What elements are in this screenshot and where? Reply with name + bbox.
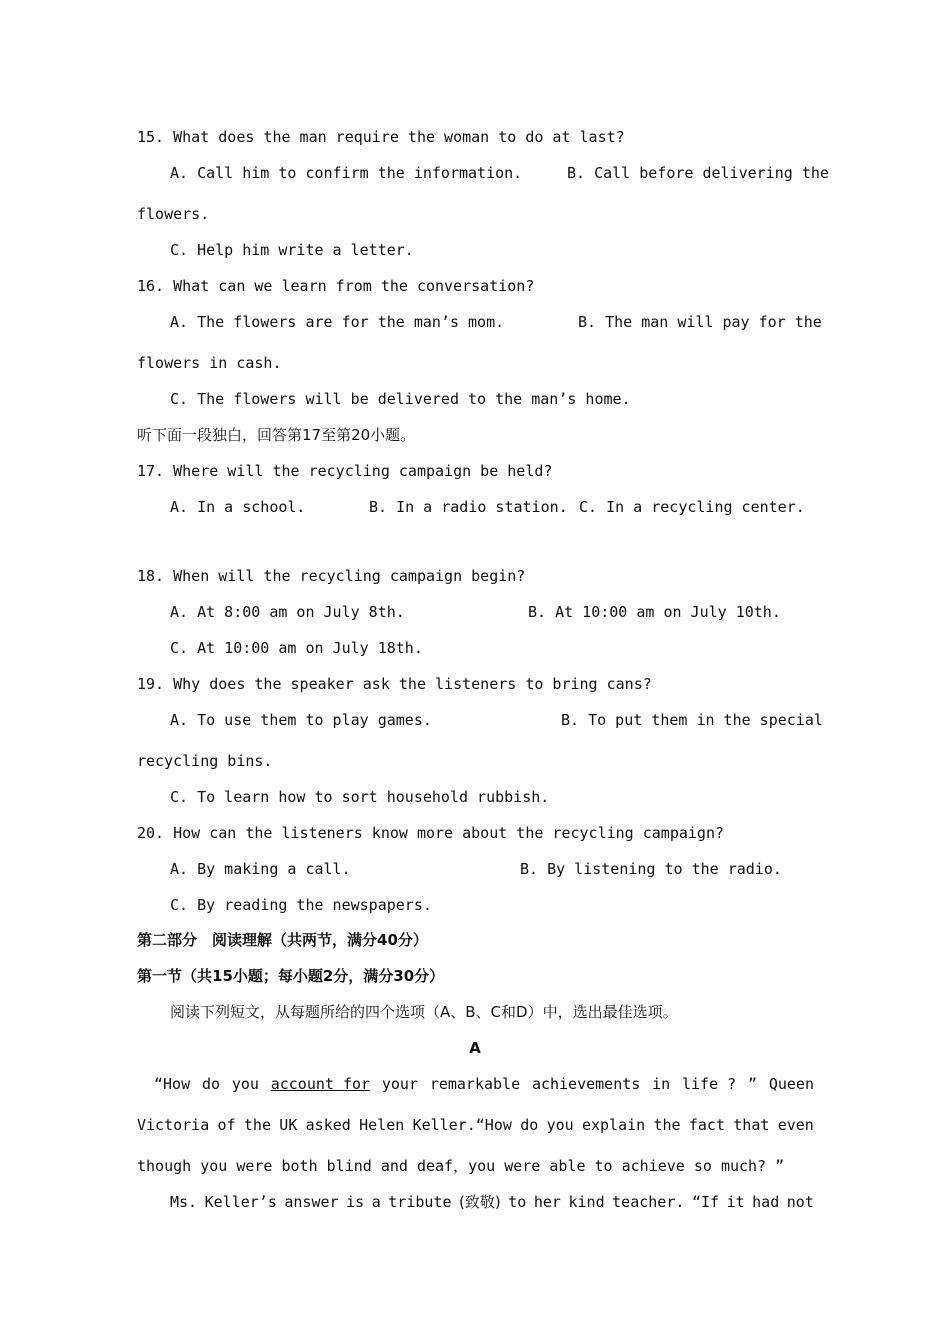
passage-word: UK xyxy=(279,1116,298,1134)
question-16-option-b-continued: flowers in cash. xyxy=(137,354,282,372)
reading-instruction: 阅读下列短文，从每题所给的四个选项（A、B、C和D）中，选出最佳选项。 xyxy=(170,1003,678,1021)
question-16-option-a: A. The flowers are for the man’s mom. xyxy=(170,313,505,331)
passage-word: Helen xyxy=(359,1116,405,1134)
passage-word: (致敬) xyxy=(459,1193,501,1211)
question-17-option-a: A. In a school. xyxy=(170,498,306,516)
passage-word: tribute xyxy=(388,1193,452,1211)
passage-word: to xyxy=(508,1193,527,1211)
question-19-stem: 19. Why does the speaker ask the listeners to bring cans? xyxy=(137,675,652,693)
question-19-option-b: B. To put them in the special xyxy=(561,711,823,729)
question-17-option-c: C. In a recycling center. xyxy=(579,498,805,516)
passage-word: is xyxy=(346,1193,365,1211)
passage-word: “How xyxy=(154,1075,191,1093)
question-15-stem: 15. What does the man require the woman to do at last? xyxy=(137,128,625,146)
question-16-option-c: C. The flowers will be delivered to the man’s home. xyxy=(170,390,631,408)
question-16-option-b: B. The man will pay for the xyxy=(578,313,822,331)
passage-word: Keller’s xyxy=(204,1193,277,1211)
passage-word: the xyxy=(243,1116,271,1134)
passage-label: A xyxy=(469,1039,481,1057)
passage-word: ” xyxy=(748,1075,758,1093)
passage-word: it xyxy=(726,1193,745,1211)
question-17-stem: 17. Where will the recycling campaign be held? xyxy=(137,462,553,480)
section1-heading: 第一节（共15小题；每小题2分，满分30分） xyxy=(137,967,445,985)
passage-word: life ? xyxy=(682,1075,737,1093)
passage-word: you xyxy=(546,1116,574,1134)
question-17-option-b: B. In a radio station. xyxy=(369,498,568,516)
passage-word: Queen xyxy=(768,1075,814,1093)
passage-word: even xyxy=(777,1116,814,1134)
passage-word: not xyxy=(786,1193,814,1211)
passage-word: had xyxy=(752,1193,780,1211)
monologue-instruction: 听下面一段独白，回答第17至第20小题。 xyxy=(137,426,416,444)
question-15-option-a: A. Call him to confirm the information. xyxy=(170,164,523,182)
passage-word: your xyxy=(381,1075,418,1093)
question-20-option-c: C. By reading the newspapers. xyxy=(170,896,432,914)
question-15-option-b-continued: flowers. xyxy=(137,205,210,223)
passage-word: that xyxy=(733,1116,770,1134)
passage-word: remarkable xyxy=(429,1075,521,1093)
passage-word: a xyxy=(371,1193,381,1211)
passage-word: do xyxy=(520,1116,539,1134)
question-19-option-a: A. To use them to play games. xyxy=(170,711,432,729)
passage-word: asked xyxy=(305,1116,351,1134)
question-20-stem: 20. How can the listeners know more about the recycling campaign? xyxy=(137,824,724,842)
passage-line-2 xyxy=(137,1115,814,1135)
question-20-option-a: A. By making a call. xyxy=(170,860,351,878)
question-16-stem: 16. What can we learn from the conversation? xyxy=(137,277,535,295)
passage-word: kind xyxy=(568,1193,605,1211)
question-19-option-b-continued: recycling bins. xyxy=(137,752,273,770)
passage-word: Ms. xyxy=(170,1193,198,1211)
passage-word: “If xyxy=(691,1193,720,1211)
passage-word: you xyxy=(231,1075,259,1093)
question-19-option-c: C. To learn how to sort household rubbish. xyxy=(170,788,550,806)
passage-line-1 xyxy=(154,1074,814,1094)
passage-word: explain xyxy=(581,1116,646,1134)
passage-word: do xyxy=(201,1075,220,1093)
passage-word: Victoria xyxy=(137,1116,210,1134)
question-18-option-b: B. At 10:00 am on July 10th. xyxy=(528,603,781,621)
underlined-phrase: account for xyxy=(270,1075,371,1093)
question-15-option-c: C. Help him write a letter. xyxy=(170,241,414,259)
passage-word: fact xyxy=(688,1116,725,1134)
passage-line-4 xyxy=(170,1192,814,1212)
passage-word: teacher. xyxy=(612,1193,685,1211)
passage-word: in xyxy=(652,1075,671,1093)
question-20-option-b: B. By listening to the radio. xyxy=(520,860,782,878)
question-15-option-b: B. Call before delivering the xyxy=(567,164,829,182)
part2-heading: 第二部分 阅读理解（共两节，满分40分） xyxy=(137,931,428,949)
passage-word: of xyxy=(217,1116,236,1134)
question-18-option-a: A. At 8:00 am on July 8th. xyxy=(170,603,405,621)
passage-word: Keller.“How xyxy=(412,1116,512,1134)
question-18-option-c: C. At 10:00 am on July 18th. xyxy=(170,639,423,657)
passage-word: the xyxy=(653,1116,681,1134)
passage-word: answer xyxy=(284,1193,339,1211)
passage-word: achievements xyxy=(531,1075,641,1093)
question-18-stem: 18. When will the recycling campaign begin? xyxy=(137,567,526,585)
passage-word: her xyxy=(533,1193,561,1211)
passage-line-3: though you were both blind and deaf，you were able to achieve so much? ” xyxy=(137,1157,785,1175)
